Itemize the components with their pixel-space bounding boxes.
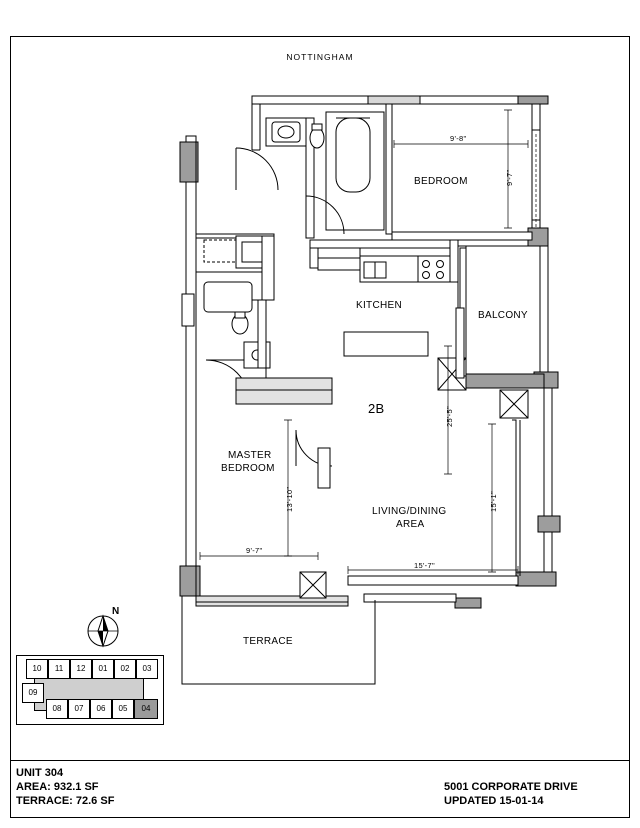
unit-area: AREA: 932.1 SF	[16, 781, 99, 793]
key-plan-unit-05[interactable]: 05	[112, 699, 134, 719]
key-plan-unit-12[interactable]: 12	[70, 659, 92, 679]
title-block-right	[444, 780, 578, 808]
room-label-master-bedroom: BEDROOM	[221, 463, 275, 474]
unit-number: UNIT 304	[16, 767, 64, 779]
dimension-living-right: 15'-1"	[489, 491, 498, 512]
north-arrow-icon	[80, 608, 126, 654]
key-plan-unit-11[interactable]: 11	[48, 659, 70, 679]
dimension-living-depth: 25'-5"	[445, 406, 454, 427]
key-plan-unit-10[interactable]: 10	[26, 659, 48, 679]
dimension-bedroom-depth: 9'-7"	[505, 169, 514, 186]
north-label: N	[112, 606, 120, 617]
unit-type-label: 2B	[368, 401, 385, 416]
key-plan-unit-02[interactable]: 02	[114, 659, 136, 679]
dimension-bedroom-width: 9'-8"	[450, 134, 467, 143]
title-block-rule	[10, 760, 630, 761]
key-plan-unit-07[interactable]: 07	[68, 699, 90, 719]
room-label-balcony: BALCONY	[478, 310, 528, 321]
title-block-left	[16, 766, 114, 808]
room-label-bedroom: BEDROOM	[414, 176, 468, 187]
terrace-area: TERRACE: 72.6 SF	[16, 795, 115, 807]
key-plan-unit-08[interactable]: 08	[46, 699, 68, 719]
key-plan-unit-06[interactable]: 06	[90, 699, 112, 719]
updated-date: UPDATED 15-01-14	[444, 795, 544, 807]
key-plan-unit-03[interactable]: 03	[136, 659, 158, 679]
title-block	[10, 760, 630, 818]
room-label-terrace: TERRACE	[243, 636, 293, 647]
room-label-area: AREA	[396, 519, 425, 530]
key-plan-unit-09[interactable]: 09	[22, 683, 44, 703]
room-label-living-dining: LIVING/DINING	[372, 506, 447, 517]
dimension-master-depth: 13'-10"	[285, 486, 294, 512]
dimension-living-width: 15'-7"	[414, 561, 435, 570]
room-label-kitchen: KITCHEN	[356, 300, 402, 311]
key-plan-unit-01[interactable]: 01	[92, 659, 114, 679]
key-plan-unit-04-highlighted[interactable]: 04	[134, 699, 158, 719]
key-plan	[16, 655, 164, 725]
project-address: 5001 CORPORATE DRIVE	[444, 781, 578, 793]
room-label-master: MASTER	[228, 450, 272, 461]
street-label: NOTTINGHAM	[286, 52, 354, 62]
dimension-master-width: 9'-7"	[246, 546, 263, 555]
